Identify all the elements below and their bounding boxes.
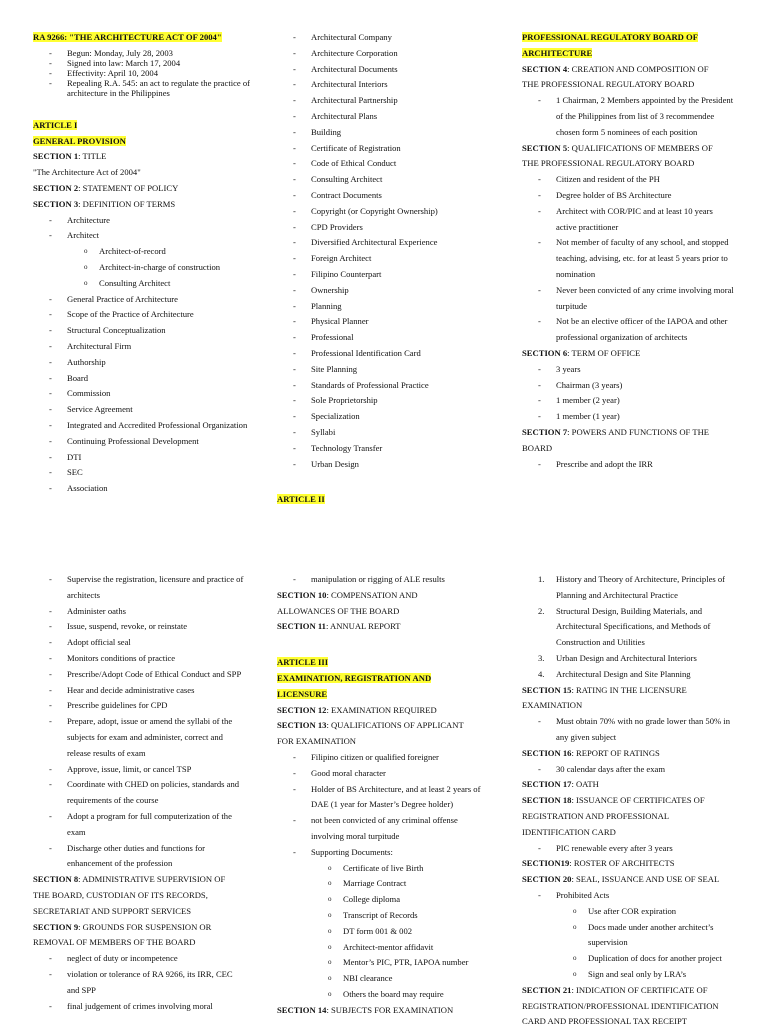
section-5: SECTION 5: QUALIFICATIONS OF MEMBERS OF <box>522 142 713 153</box>
section-17: SECTION 17: OATH <box>522 779 599 790</box>
list-item: - Repealing R.A. 545: an act to regulate the practice of architecture in the Philippines <box>33 78 258 98</box>
list-item: - Certificate of Registration <box>277 141 502 157</box>
list-item: - Architecture Corporation <box>277 46 502 62</box>
sub-list-item: o NBI clearance <box>277 971 490 987</box>
list-item: - SEC <box>33 465 258 481</box>
list-item: - General Practice of Architecture <box>33 292 258 308</box>
page1-column-3: PROFESSIONAL REGULATORY BOARD OF ARCHITECTURE SECTION 4: CREATION AND COMPOSITION OF THE PROFESSIONAL REGULATORY BOARD - 1 Chairman, 2 Members appointed by the President of the Philippines from list of 3 recommendee chosen form 5 nominees of each position SECTION 5: QUALIFICATIONS OF MEMBERS OF THE PROFESSIONAL REGULATORY BOARD - Citizen and resident of the PH - Degree holder of BS Architecture - Architect with COR/PIC and at least 10 years active practitioner - Not member of faculty of any school, and stopped teaching, advising, etc. for at least 5 years prior to nomination - Never been convicted of any crime involving moral turpitude - Not be an elective officer of the IAPOA and other professional organization of architects SECTION 6: TERM OF OFFICE - 3 years - Chairman (3 years) - 1 member (2 year) - 1 member (1 year) SECTION 7: POWERS AND FUNCTIONS OF THE BOARD - Prescribe and adopt the IRR <box>522 30 734 472</box>
list-item: - Coordinate with CHED on policies, standards and requirements of the course <box>33 777 245 809</box>
list-item: - Architectural Company <box>277 30 502 46</box>
page1-column-2 <box>277 30 502 508</box>
section-19: SECTION19: ROSTER OF ARCHITECTS <box>522 858 675 869</box>
list-item: - Site Planning <box>277 362 502 378</box>
list-item: - Not be an elective officer of the IAPOA and other professional organization of architects <box>522 314 734 346</box>
article-heading: ARTICLE II <box>277 494 325 505</box>
list-item: - Prescribe/Adopt Code of Ethical Conduct and SPP <box>33 667 245 683</box>
section-14: SECTION 14: SUBJECTS FOR EXAMINATION <box>277 1004 454 1015</box>
list-item: - Architectural Interiors <box>277 77 502 93</box>
list-item: - Architectural Partnership <box>277 93 502 109</box>
list-item: - Holder of BS Architecture, and at least 2 years of DAE (1 year for Master’s Degree holder) <box>277 782 490 814</box>
section-2: SECTION 2: STATEMENT OF POLICY <box>33 182 179 193</box>
list-item: - Consulting Architect <box>277 172 502 188</box>
list-item: - Good moral character <box>277 766 490 782</box>
section-20: SECTION 20: SEAL, ISSUANCE AND USE OF SEAL <box>522 874 720 885</box>
numbered-item: 2. Structural Design, Building Materials, and Architectural Specifications, and Methods of Construction and Utilities <box>538 605 711 648</box>
sub-list-item: o Architect-mentor affidavit <box>277 940 490 956</box>
list-item: - Adopt official seal <box>33 635 245 651</box>
section-heading: GENERAL PROVISION <box>33 135 126 146</box>
sub-list-item: o Marriage Contract <box>277 876 490 892</box>
section-18: SECTION 18: ISSUANCE OF CERTIFICATES OF <box>522 795 705 806</box>
sub-list-item: o Sign and seal only by LRA’s <box>522 967 735 983</box>
sub-list-item: o Architect-in-charge of construction <box>33 260 258 276</box>
list-item: - Administer oaths <box>33 604 245 620</box>
list-item: - Chairman (3 years) <box>522 378 734 394</box>
section-heading: EXAMINATION, REGISTRATION AND <box>277 672 432 683</box>
list-item: - violation or tolerance of RA 9266, its IRR, CEC and SPP <box>33 967 245 999</box>
list-item: - Service Agreement <box>33 402 258 418</box>
numbered-item: 1. History and Theory of Architecture, Principles of Planning and Architectural Practice <box>538 574 726 600</box>
list-item: - CPD Providers <box>277 220 502 236</box>
sub-list-item: o DT form 001 & 002 <box>277 924 490 940</box>
section-8: SECTION 8: ADMINISTRATIVE SUPERVISION OF <box>33 874 226 885</box>
list-item: - Professional Identification Card <box>277 346 502 362</box>
sub-list-item: o Consulting Architect <box>33 276 258 292</box>
section-1-quote: "The Architecture Act of 2004" <box>33 167 141 178</box>
numbered-item: 4. Architectural Design and Site Planning <box>538 668 691 679</box>
list-item: - Professional <box>277 330 502 346</box>
list-item: - Sole Proprietorship <box>277 393 502 409</box>
section-13: SECTION 13: QUALIFICATIONS OF APPLICANT <box>277 720 464 731</box>
list-item: - Building <box>277 125 502 141</box>
list-item: - Not member of faculty of any school, and stopped teaching, advising, etc. for at least 5 years prior to nomination <box>522 235 734 282</box>
list-item: - Begun: Monday, July 28, 2003 <box>33 48 258 58</box>
list-item: - 1 member (2 year) <box>522 393 734 409</box>
sub-list-item: o Use after COR expiration <box>522 904 735 920</box>
article-heading: ARTICLE III <box>277 657 329 668</box>
list-item: - Technology Transfer <box>277 441 502 457</box>
list-item: - Supporting Documents: <box>277 845 490 861</box>
list-item: - Scope of the Practice of Architecture <box>33 307 258 323</box>
list-item: - 3 years <box>522 362 734 378</box>
page1-column-1 <box>33 30 258 497</box>
list-item: - Continuing Professional Development <box>33 434 258 450</box>
section-3: SECTION 3: DEFINITION OF TERMS <box>33 198 176 209</box>
list-item: - Authorship <box>33 355 258 371</box>
list-item: - Hear and decide administrative cases <box>33 683 245 699</box>
list-item: - Commission <box>33 386 258 402</box>
list-item: - Architectural Firm <box>33 339 258 355</box>
list-item: - Diversified Architectural Experience <box>277 235 502 251</box>
list-item: - Foreign Architect <box>277 251 502 267</box>
list-item: - Planning <box>277 299 502 315</box>
page2-column-3: 1. History and Theory of Architecture, Principles of Planning and Architectural Practice 2. Structural Design, Building Materials, and Architectural Specifications, and Methods of Construction and Utilities 3. Urban Design and Architectural Interiors 4. Architectural Design and Site Planning SECTION 15: RATING IN THE LICENSURE EXAMINATION - Must obtain 70% with no grade lower than 50% in any given subject SECTION 16: REPORT OF RATINGS - 30 calendar days after the exam SECTION 17: OATH SECTION 18: ISSUANCE OF CERTIFICATES OF REGISTRATION AND PROFESSIONAL IDENTIFICATION CARD - PIC renewable every after 3 years SECTION19: ROSTER OF ARCHITECTS SECTION 20: SEAL, ISSUANCE AND USE OF SEAL - Prohibited Acts o Use after COR expiration o Docs made under another architect’s supervision o Duplication of docs for another project o Sign and seal only by LRA’s SECTION 21: INDICATION OF CERTIFICATE OF REGISTRATION/PROFESSIONAL IDENTIFICATION CARD AND PROFESSIONAL TAX RECEIPT <box>522 572 735 1030</box>
sub-list-item: o Others the board may require <box>277 987 490 1003</box>
list-item: - Integrated and Accredited Professional Organization <box>33 418 258 434</box>
list-item: - Urban Design <box>277 457 502 473</box>
list-item: - Prohibited Acts <box>522 888 735 904</box>
sub-list-item: o Transcript of Records <box>277 908 490 924</box>
section-12: SECTION 12: EXAMINATION REQUIRED <box>277 704 437 715</box>
list-item: - Board <box>33 371 258 387</box>
section-15: SECTION 15: RATING IN THE LICENSURE <box>522 684 687 695</box>
list-item: - Adopt a program for full computerization of the exam <box>33 809 245 841</box>
list-item: - Supervise the registration, licensure and practice of architects <box>33 572 245 604</box>
list-item: - Association <box>33 481 258 497</box>
list-item: - DTI <box>33 450 258 466</box>
section-6: SECTION 6: TERM OF OFFICE <box>522 347 641 358</box>
section-1: SECTION 1: TITLE <box>33 151 107 162</box>
list-item: - Architectural Plans <box>277 109 502 125</box>
section-9: SECTION 9: GROUNDS FOR SUSPENSION OR <box>33 921 212 932</box>
list-item: - Effectivity: April 10, 2004 <box>33 68 258 78</box>
list-item: - Filipino citizen or qualified foreigner <box>277 750 490 766</box>
list-item: - not been convicted of any criminal offense involving moral turpitude <box>277 813 490 845</box>
sub-list-item: o Certificate of live Birth <box>277 861 490 877</box>
list-item: - Architect <box>33 228 258 244</box>
list-item: - Filipino Counterpart <box>277 267 502 283</box>
list-item: - Contract Documents <box>277 188 502 204</box>
sub-list-item: o College diploma <box>277 892 490 908</box>
section-heading: PROFESSIONAL REGULATORY BOARD OF <box>522 32 698 42</box>
list-item: - Syllabi <box>277 425 502 441</box>
sub-list-item: o Duplication of docs for another project <box>522 951 735 967</box>
list-item: - Architect with COR/PIC and at least 10 years active practitioner <box>522 204 734 236</box>
list-item: - Discharge other duties and functions for enhancement of the profession <box>33 841 245 873</box>
page2-column-1: - Supervise the registration, licensure and practice of architects - Administer oaths - Issue, suspend, revoke, or reinstate - Adopt official seal - Monitors conditions of practice - Prescribe/Adopt Code of Ethical Conduct and SPP - Hear and decide administrative cases - Prescribe guidelines for CPD - Prepare, adopt, issue or amend the syllabi of the subjects for exam and administer, correct and release results of exam - Approve, issue, limit, or cancel TSP - Coordinate with CHED on policies, standards and requirements of the course - Adopt a program for full computerization of the exam - Discharge other duties and functions for enhancement of the profession SECTION 8: ADMINISTRATIVE SUPERVISION OF THE BOARD, CUSTODIAN OF ITS RECORDS, SECRETARIAT AND SUPPORT SERVICES SECTION 9: GROUNDS FOR SUSPENSION OR REMOVAL OF MEMBERS OF THE BOARD - neglect of duty or incompetence - violation or tolerance of RA 9266, its IRR, CEC and SPP - final judgement of crimes involving moral <box>33 572 245 1014</box>
list-item: - 1 member (1 year) <box>522 409 734 425</box>
list-item: - 1 Chairman, 2 Members appointed by the President of the Philippines from list of 3 recommendee chosen form 5 nominees of each position <box>522 93 734 140</box>
list-item: - Copyright (or Copyright Ownership) <box>277 204 502 220</box>
section-7: SECTION 7: POWERS AND FUNCTIONS OF THE <box>522 426 710 437</box>
list-item: - Standards of Professional Practice <box>277 378 502 394</box>
list-item: - Prescribe guidelines for CPD <box>33 698 245 714</box>
sub-list-item: o Architect-of-record <box>33 244 258 260</box>
act-title: RA 9266: "THE ARCHITECTURE ACT OF 2004" <box>33 32 222 42</box>
list-item: - Specialization <box>277 409 502 425</box>
list-item: - Issue, suspend, revoke, or reinstate <box>33 619 245 635</box>
list-item: - Degree holder of BS Architecture <box>522 188 734 204</box>
section-11: SECTION 11: ANNUAL REPORT <box>277 621 401 632</box>
list-item: - Structural Conceptualization <box>33 323 258 339</box>
list-item: - Architectural Documents <box>277 62 502 78</box>
list-item: - 30 calendar days after the exam <box>522 762 735 778</box>
list-item: - Approve, issue, limit, or cancel TSP <box>33 762 245 778</box>
section-16: SECTION 16: REPORT OF RATINGS <box>522 747 660 758</box>
article-heading: ARTICLE I <box>33 119 78 130</box>
section-heading: ARCHITECTURE <box>522 47 593 58</box>
list-item: - Physical Planner <box>277 314 502 330</box>
list-item: - Architecture <box>33 213 258 229</box>
page2-column-2: - manipulation or rigging of ALE results SECTION 10: COMPENSATION AND ALLOWANCES OF THE BOARD SECTION 11: ANNUAL REPORT ARTICLE III EXAMINATION, REGISTRATION AND LICENSURE SECTION 12: EXAMINATION REQUIRED SECTION 13: QUALIFICATIONS OF APPLICANT FOR EXAMINATION - Filipino citizen or qualified foreigner - Good moral character - Holder of BS Architecture, and at least 2 years of DAE (1 year for Master’s Degree holder) - not been convicted of any criminal offense involving moral turpitude - Supporting Documents: o Certificate of live Birth o Marriage Contract o College diploma o Transcript of Records o DT form 001 & 002 o Architect-mentor affidavit o Mentor’s PIC, PTR, IAPOA number o NBI clearance o Others the board may require SECTION 14: SUBJECTS FOR EXAMINATION <box>277 572 490 1019</box>
sub-list-item: o Docs made under another architect’s supervision <box>522 920 735 952</box>
list-item: - Code of Ethical Conduct <box>277 156 502 172</box>
list-item: - Must obtain 70% with no grade lower than 50% in any given subject <box>522 714 735 746</box>
list-item: - Prepare, adopt, issue or amend the syllabi of the subjects for exam and administer, correct and release results of exam <box>33 714 245 761</box>
list-item: - final judgement of crimes involving moral <box>33 999 245 1015</box>
list-item: - Ownership <box>277 283 502 299</box>
numbered-item: 3. Urban Design and Architectural Interiors <box>538 652 697 663</box>
list-item: - PIC renewable every after 3 years <box>522 841 735 857</box>
list-item: - Monitors conditions of practice <box>33 651 245 667</box>
list-item: - neglect of duty or incompetence <box>33 951 245 967</box>
list-item: - Prescribe and adopt the IRR <box>522 457 734 473</box>
list-item: - manipulation or rigging of ALE results <box>277 572 490 588</box>
list-item: - Signed into law: March 17, 2004 <box>33 58 258 68</box>
list-item: - Never been convicted of any crime involving moral turpitude <box>522 283 734 315</box>
section-10: SECTION 10: COMPENSATION AND <box>277 589 418 600</box>
section-21: SECTION 21: INDICATION OF CERTIFICATE OF <box>522 984 708 995</box>
section-4: SECTION 4: CREATION AND COMPOSITION OF <box>522 63 709 74</box>
section-heading: LICENSURE <box>277 688 328 699</box>
sub-list-item: o Mentor’s PIC, PTR, IAPOA number <box>277 955 490 971</box>
list-item: - Citizen and resident of the PH <box>522 172 734 188</box>
